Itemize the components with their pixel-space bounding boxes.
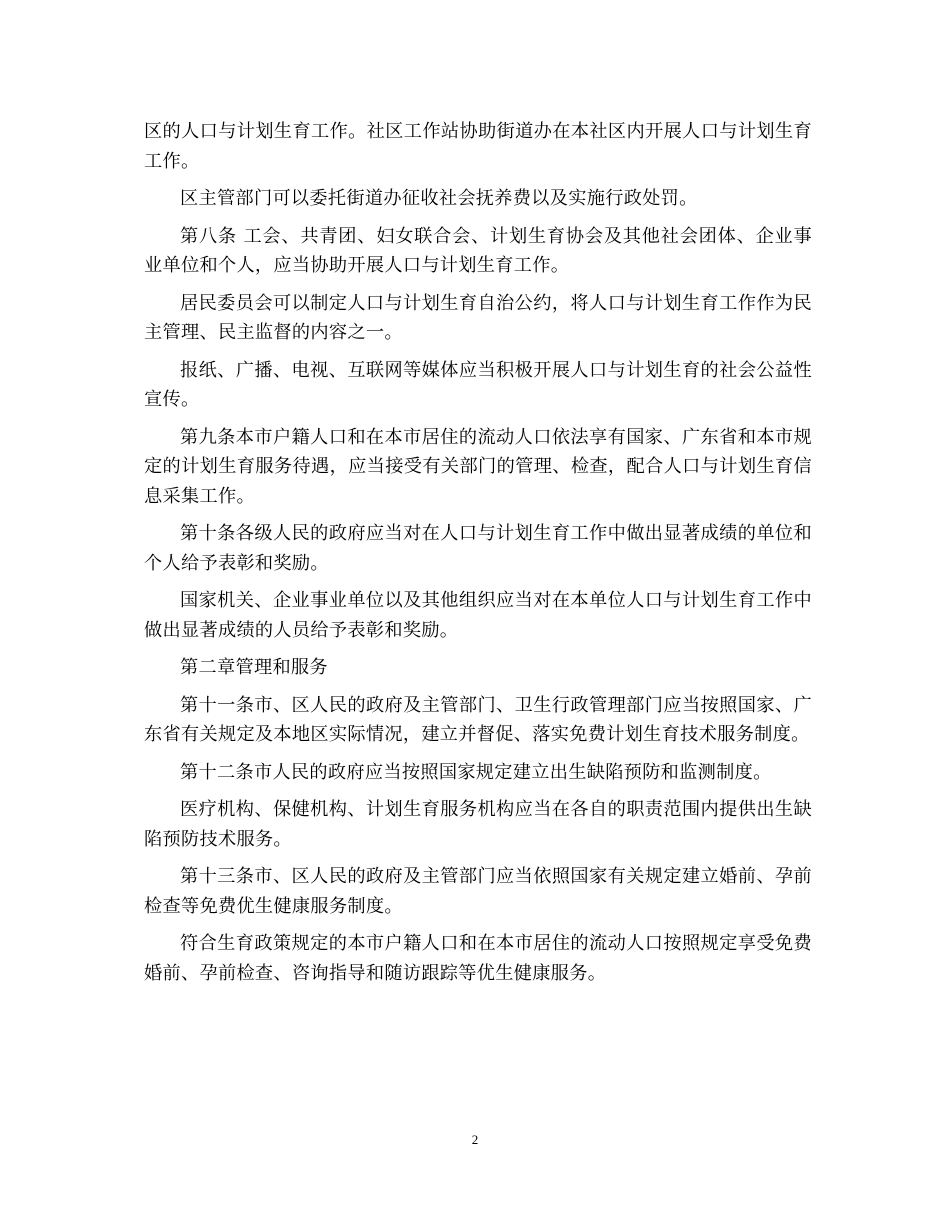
- paragraph: 居民委员会可以制定人口与计划生育自治公约，将人口与计划生育工作作为民主管理、民主监督的内容之一。: [144, 292, 812, 343]
- article-12-paragraph: 第十二条市人民的政府应当按照国家规定建立出生缺陷预防和监测制度。: [180, 761, 772, 783]
- chapter-heading: 第二章管理和服务: [180, 657, 328, 678]
- article-8-paragraph: 第八条 工会、共青团、妇女联合会、计划生育协会及其他社会团体、企业事业单位和个人，应当协助开展人口与计划生育工作。: [144, 225, 812, 276]
- article-11-paragraph: 第十一条市、区人民的政府及主管部门、卫生行政管理部门应当按照国家、广东省有关规定及本地区实际情况，建立并督促、落实免费计划生育技术服务制度。: [144, 694, 812, 745]
- paragraph: 区的人口与计划生育工作。社区工作站协助街道办在本社区内开展人口与计划生育工作。: [144, 121, 812, 172]
- article-10-paragraph: 第十条各级人民的政府应当对在人口与计划生育工作中做出显著成绩的单位和个人给予表彰和奖励。: [144, 523, 812, 574]
- paragraph: 医疗机构、保健机构、计划生育服务机构应当在各自的职责范围内提供出生缺陷预防技术服务。: [144, 799, 812, 850]
- paragraph: 国家机关、企业事业单位以及其他组织应当对在本单位人口与计划生育工作中做出显著成绩的人员给予表彰和奖励。: [144, 590, 812, 641]
- paragraph: 区主管部门可以委托街道办征收社会抚养费以及实施行政处罚。: [180, 188, 698, 209]
- document-body: [144, 117, 812, 996]
- article-13-paragraph: 第十三条市、区人民的政府及主管部门应当依照国家有关规定建立婚前、孕前检查等免费优生健康服务制度。: [144, 866, 812, 917]
- paragraph: 符合生育政策规定的本市户籍人口和在本市居住的流动人口按照规定享受免费婚前、孕前检查、咨询指导和随访跟踪等优生健康服务。: [144, 933, 812, 984]
- article-9-paragraph: 第九条本市户籍人口和在本市居住的流动人口依法享有国家、广东省和本市规定的计划生育服务待遇，应当接受有关部门的管理、检查，配合人口与计划生育信息采集工作。: [144, 426, 812, 507]
- page-number: 2: [471, 1132, 479, 1147]
- paragraph: 报纸、广播、电视、互联网等媒体应当积极开展人口与计划生育的社会公益性宣传。: [144, 359, 812, 410]
